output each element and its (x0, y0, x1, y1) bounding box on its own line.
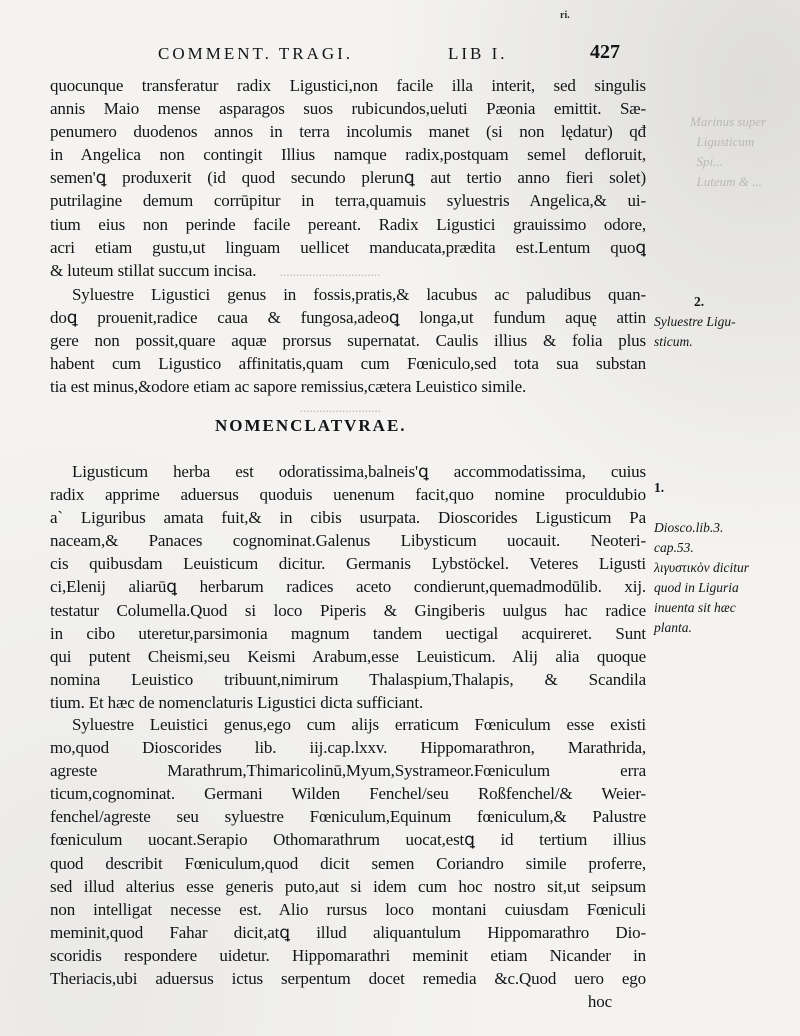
signature-mark: ri. (560, 10, 570, 21)
paragraph-2 (50, 283, 646, 398)
paragraph-1 (50, 74, 646, 282)
text-line: ticum,cognominat. Germani Wilden Fenchel/seu Roßfenchel/& Weier- (50, 784, 646, 804)
text-line: annis Maio mense asparagos suos rubicundos,ueluti Pæonia emittit. Sæ- (50, 99, 646, 119)
margin-note-1 (654, 478, 749, 638)
text-line: putrilagine demum corrūpitur in terra,quamuis syluestris Angelica,& ui- (50, 191, 646, 211)
catchword: hoc (587, 992, 612, 1012)
text-line: Syluestre Leuistici genus,ego cum alijs erraticum Fœniculum esse existi (72, 715, 646, 734)
bleed-through-shadow: Marinus super Ligusticum Spi... Luteum & ... (690, 114, 767, 189)
text-line: tium. Et hæc de nomenclaturis Ligustici dicta sufficiant. (50, 692, 424, 712)
text-line: & luteum stillat succum incisa. (50, 260, 257, 280)
text-line: penumero duodenos annos in terra incolumis manet (si non lędatur) qđ (50, 122, 646, 142)
margin-note-line: quod in Liguria (654, 580, 739, 595)
text-line: habent cum Ligustico affinitatis,quam cum Fœniculo,sed tota sua substan (50, 354, 646, 374)
text-line: semen'ꝗ produxerit (id quod secundo plerunꝗ aut tertio anno fieri solet) (50, 168, 646, 188)
paragraph-3 (50, 460, 646, 714)
margin-note-2 (654, 292, 736, 352)
text-line: agreste Marathrum,Thimaricolinū,Myum,Systrameor.Fœniculum erra (50, 761, 646, 781)
text-line: qui putent Cheismi,seu Keismi Arabum,esse Leuisticum. Alij alia quoque (50, 646, 646, 666)
text-line: fenchel/agreste seu syluestre Fœniculum,Equinum fœniculum,& Palustre (50, 807, 646, 827)
text-line: meminit,quod Fahar dicit,atꝗ illud aliquantulum Hippomarathro Dio- (50, 922, 646, 942)
text-line: quocunque transferatur radix Ligustici,non facile illa interit, sed singulis (50, 76, 646, 95)
text-line: gere non possit,quare aquæ prorsus supernatat. Caulis illius & folia plus (50, 331, 646, 351)
margin-note-line: sticum. (654, 334, 693, 349)
bleed-through-shadow: ......................... (300, 400, 382, 415)
text-line: in cibo uteretur,parsimonia magnum tandem uectigal acquireret. Sunt (50, 623, 646, 643)
book-number: LIB I. (448, 44, 508, 63)
text-line: Syluestre Ligustici genus in fossis,pratis,& lacubus ac paludibus quan- (72, 285, 646, 304)
margin-note-line: λιγυστικὸν dicitur (654, 560, 749, 575)
running-title: COMMENT. TRAGI. (158, 44, 354, 63)
margin-note-number: 1. (654, 480, 665, 495)
text-line: tium eius non perinde facile pereant. Radix Ligustici grauissimo odore, (50, 214, 646, 234)
text-line: Theriacis,ubi aduersus ictus serpentum docet remedia &c.Quod uero ego (50, 969, 646, 989)
running-header (158, 41, 620, 66)
text-line: Ligusticum herba est odoratissima,balneis'ꝗ accommodatissima, cuius (72, 462, 646, 481)
text-line: quod describit Fœniculum,quod dicit semen Coriandro simile proferre, (50, 853, 646, 873)
text-line: acri etiam gustu,ut linguam uellicet manducata,prædita est.Lentum quoꝗ (50, 237, 646, 257)
text-line: non intelligat necesse est. Alio rursus loco montani cuiusdam Fœniculi (50, 899, 646, 919)
text-line: radix apprime aduersus quoduis uenenum facit,quo nomine proculdubio (50, 485, 646, 505)
text-line: ci,Elenij aliarūꝗ herbarum radices aceto condierunt,quemadmodūlib. xij. (50, 577, 646, 597)
paragraph-4 (50, 713, 646, 1013)
text-line: sed illud alterius esse generis puto,aut si idem cum hoc nostro sit,ut seipsum (50, 876, 646, 896)
page-number: 427 (590, 41, 620, 63)
margin-note-line: inuenta sit hæc (654, 600, 736, 615)
text-line: nomina Leuistico tribuunt,nimirum Thalaspium,Thalapis, & Scandila (50, 669, 646, 689)
margin-note-line: planta. (654, 620, 692, 635)
text-line: a` Liguribus amata fuit,& in cibis usurpata. Dioscorides Ligusticum Pa (50, 508, 646, 528)
section-heading: NOMENCLATVRAE. (215, 416, 407, 435)
margin-note-line: cap.53. (654, 540, 694, 555)
text-line: doꝗ prouenit,radice caua & fungosa,adeoꝗ longa,ut fundum aquę attin (50, 308, 646, 328)
bleed-through-shadow: ............................... (280, 264, 381, 279)
text-line: in Angelica non contingit Illius namque radix,postquam semel defloruit, (50, 145, 646, 165)
margin-note-line: Syluestre Ligu- (654, 314, 736, 329)
text-line: scoridis respondere uidetur. Hippomarathri meminit etiam Nicander in (50, 945, 646, 965)
margin-note-line: Diosco.lib.3. (654, 520, 724, 535)
margin-note-number: 2. (694, 294, 705, 309)
text-line: tia est minus,&odore etiam ac sapore remissius,cætera Leuistico simile. (50, 377, 527, 397)
text-line: naceam,& Panaces cognominat.Galenus Libysticum uocauit. Neoteri- (50, 531, 646, 551)
text-line: fœniculum uocant.Serapio Othomarathrum uocat,estꝗ id tertium illius (50, 830, 646, 850)
text-line: cis quibusdam Leuisticum dicitur. Germanis Lybstöckel. Veteres Ligusti (50, 554, 646, 574)
text-line: testatur Columella.Quod si loco Piperis & Gingiberis uulgus hac radice (50, 600, 646, 620)
text-line: mo,quod Dioscorides lib. iij.cap.lxxv. Hippomarathron, Marathrida, (50, 738, 646, 758)
